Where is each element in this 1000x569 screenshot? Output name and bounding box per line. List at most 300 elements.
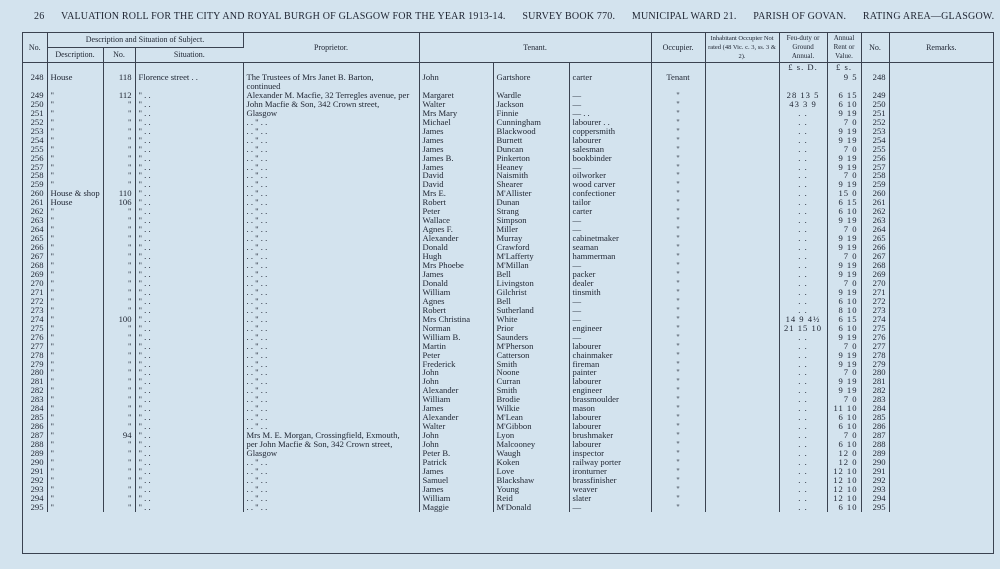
row-occupation: brassmoulder [569,395,651,404]
row-remarks [889,198,993,207]
row-rent: 7 0 [827,252,861,261]
row-occupation: carter [569,73,651,82]
row-occupation: — [569,216,651,225]
row-num: " [103,297,135,306]
table-row [23,368,993,377]
row-situation: " . . [135,288,243,297]
row-rent: 6 10 [827,503,861,512]
row-tenant-first: Donald [419,279,493,288]
row-remarks [889,261,993,270]
valuation-table [23,33,993,512]
row-occupation: — [569,261,651,270]
row-tenant-surname: Shearer [493,180,569,189]
row-situation: " . . [135,377,243,386]
row-no: 254 [23,136,47,145]
row-no: 265 [23,234,47,243]
row-feu: . . [779,342,827,351]
row-situation: " . . [135,440,243,449]
row-description: " [47,503,103,512]
table-row [23,440,993,449]
row-no2: 284 [861,404,889,413]
row-occupation: labourer [569,422,651,431]
row-remarks [889,82,993,91]
row-occupier: " [651,306,705,315]
row-proprietor: . . " . . [243,207,419,216]
row-no2: 269 [861,270,889,279]
row-no: 260 [23,189,47,198]
row-tenant-first: Donald [419,243,493,252]
row-inhabitant [705,100,779,109]
row-feu: . . [779,252,827,261]
row-proprietor: . . " . . [243,171,419,180]
row-feu: . . [779,136,827,145]
row-occupation: railway porter [569,458,651,467]
row-description: " [47,279,103,288]
row-description: House [47,73,103,82]
row-description: " [47,395,103,404]
row-remarks [889,189,993,198]
row-occupier: " [651,315,705,324]
row-occupation: bookbinder [569,154,651,163]
row-feu: . . [779,503,827,512]
row-no2: 290 [861,458,889,467]
row-no: 269 [23,270,47,279]
row-rent: 9 19 [827,333,861,342]
row-feu: . . [779,368,827,377]
row-situation: " . . [135,467,243,476]
row-tenant-first: Alexander [419,386,493,395]
row-num: " [103,440,135,449]
col-proprietor: Proprietor. [243,33,419,63]
row-tenant-first: John [419,368,493,377]
row-occupation: labourer . . [569,118,651,127]
row-situation: " . . [135,180,243,189]
row-tenant-surname: Lyon [493,431,569,440]
row-proprietor: . . " . . [243,476,419,485]
row-feu: 21 15 10 [779,324,827,333]
row-remarks [889,324,993,333]
row-num: " [103,494,135,503]
row-description: " [47,243,103,252]
row-num: " [103,288,135,297]
row-tenant-surname: Brodie [493,395,569,404]
parish: PARISH OF GOVAN. [753,11,847,22]
col-remarks: Remarks. [889,33,993,63]
row-no2: 288 [861,440,889,449]
table-row [23,386,993,395]
row-no2: 271 [861,288,889,297]
row-feu: 43 3 9 [779,100,827,109]
row-inhabitant [705,261,779,270]
row-tenant-first: Mrs Christina [419,315,493,324]
row-remarks [889,431,993,440]
row-no2: 268 [861,261,889,270]
row-proprietor: . . " . . [243,404,419,413]
row-remarks [889,145,993,154]
row-inhabitant [705,234,779,243]
row-no2: 267 [861,252,889,261]
row-occupation: — [569,306,651,315]
row-inhabitant [705,91,779,100]
row-no: 276 [23,333,47,342]
row-num: " [103,395,135,404]
col-num: No. [103,47,135,62]
row-description: " [47,467,103,476]
row-remarks [889,422,993,431]
row-occupier: " [651,404,705,413]
row-tenant-surname: Bell [493,270,569,279]
row-no: 285 [23,413,47,422]
row-proprietor: . . " . . [243,368,419,377]
row-description: " [47,413,103,422]
row-no: 281 [23,377,47,386]
table-row [23,163,993,172]
row-proprietor: Glasgow [243,449,419,458]
row-rent: 9 19 [827,377,861,386]
row-rent: 9 19 [827,360,861,369]
row-inhabitant [705,118,779,127]
row-tenant-first: Peter [419,351,493,360]
row-proprietor: . . " . . [243,279,419,288]
row-tenant-surname: M'Lafferty [493,252,569,261]
row-occupier: " [651,198,705,207]
row-remarks [889,342,993,351]
table-row [23,404,993,413]
row-no: 294 [23,494,47,503]
row-no: 261 [23,198,47,207]
row-no2: 279 [861,360,889,369]
row-tenant-first: James B. [419,154,493,163]
row-description: " [47,386,103,395]
row-inhabitant [705,73,779,82]
row-proprietor: . . " . . [243,503,419,512]
row-num: " [103,306,135,315]
row-no: 262 [23,207,47,216]
row-description: " [47,449,103,458]
row-proprietor: . . " . . [243,198,419,207]
row-remarks [889,288,993,297]
row-no: 251 [23,109,47,118]
row-no: 286 [23,422,47,431]
row-remarks [889,180,993,189]
row-feu: . . [779,351,827,360]
table-row [23,109,993,118]
row-tenant-surname: Smith [493,360,569,369]
row-occupier: " [651,154,705,163]
row-description: " [47,494,103,503]
row-tenant-surname: M'Donald [493,503,569,512]
row-num: 106 [103,198,135,207]
row-no: 279 [23,360,47,369]
col-inhabitant: Inhabitant Occupier Not rated (48 Vic. c. 3, ss. 3 & 2). [705,33,779,63]
row-proprietor: . . " . . [243,333,419,342]
table-row [23,395,993,404]
row-situation: " . . [135,342,243,351]
row-inhabitant [705,297,779,306]
row-inhabitant [705,342,779,351]
row-no2: 257 [861,163,889,172]
row-situation: " . . [135,216,243,225]
row-remarks [889,485,993,494]
row-occupier: " [651,503,705,512]
row-occupation: — [569,297,651,306]
row-no: 278 [23,351,47,360]
row-occupation: tailor [569,198,651,207]
row-rent: 9 19 [827,386,861,395]
row-tenant-first: John [419,377,493,386]
row-tenant-surname: Strang [493,207,569,216]
row-rent: 11 10 [827,404,861,413]
row-rent: 9 19 [827,243,861,252]
row-remarks [889,306,993,315]
table-row [23,270,993,279]
row-feu: . . [779,234,827,243]
row-tenant-surname: Jackson [493,100,569,109]
row-feu: . . [779,198,827,207]
row-proprietor: . . " . . [243,136,419,145]
row-proprietor: John Macfie & Son, 342 Crown street, [243,100,419,109]
row-tenant-surname: Dunan [493,198,569,207]
row-tenant-surname: Crawford [493,243,569,252]
row-remarks [889,163,993,172]
row-situation: " . . [135,449,243,458]
row-tenant-first: John [419,73,493,82]
row-num: " [103,243,135,252]
row-num: " [103,377,135,386]
rent-units: £ s. [827,63,861,74]
row-situation: " . . [135,422,243,431]
row-proprietor: . . " . . [243,467,419,476]
row-inhabitant [705,368,779,377]
row-occupation: fireman [569,360,651,369]
row-occupier: " [651,180,705,189]
row-situation: " . . [135,91,243,100]
row-occupier: " [651,467,705,476]
row-inhabitant [705,207,779,216]
row-tenant-surname: Burnett [493,136,569,145]
row-inhabitant [705,136,779,145]
row-proprietor: . . " . . [243,395,419,404]
row-remarks [889,467,993,476]
table-row [23,342,993,351]
row-situation: " . . [135,368,243,377]
row-inhabitant [705,145,779,154]
row-feu: . . [779,440,827,449]
row-feu: . . [779,333,827,342]
row-proprietor: . . " . . [243,458,419,467]
row-occupier: " [651,288,705,297]
row-tenant-surname: Naismith [493,171,569,180]
row-num: 112 [103,91,135,100]
row-situation: Florence street . . [135,73,243,82]
row-occupation: painter [569,368,651,377]
row-occupier: " [651,279,705,288]
row-num: " [103,413,135,422]
row-tenant-surname: Koken [493,458,569,467]
table-row [23,476,993,485]
row-occupation: tinsmith [569,288,651,297]
row-tenant-surname: Young [493,485,569,494]
row-proprietor: . . " . . [243,163,419,172]
row-proprietor: . . " . . [243,315,419,324]
row-situation: " . . [135,270,243,279]
row-occupation: — [569,315,651,324]
row-inhabitant [705,395,779,404]
row-occupier: " [651,324,705,333]
table-row [23,91,993,100]
row-tenant-surname: Miller [493,225,569,234]
row-num: " [103,404,135,413]
row-num: " [103,351,135,360]
row-occupier: " [651,145,705,154]
row-proprietor: . . " . . [243,261,419,270]
row-feu: . . [779,485,827,494]
row-rent: 8 10 [827,306,861,315]
row-num: 118 [103,73,135,82]
row-no2: 285 [861,413,889,422]
roll-body [23,63,993,512]
row-feu [779,73,827,82]
row-occupier: " [651,458,705,467]
row-feu: . . [779,467,827,476]
row-inhabitant [705,494,779,503]
row-tenant-surname: M'Lean [493,413,569,422]
row-inhabitant [705,198,779,207]
row-tenant-first: David [419,180,493,189]
row-num: " [103,145,135,154]
row-feu: . . [779,431,827,440]
row-tenant-surname: Duncan [493,145,569,154]
row-description: " [47,377,103,386]
row-occupation: confectioner [569,189,651,198]
row-occupier: " [651,136,705,145]
row-description: " [47,422,103,431]
row-remarks [889,377,993,386]
row-num: " [103,180,135,189]
row-inhabitant [705,503,779,512]
row-feu: . . [779,395,827,404]
row-no: 284 [23,404,47,413]
row-description: " [47,351,103,360]
row-no: 277 [23,342,47,351]
col-rent: Annual Rent or Value. [827,33,861,63]
row-inhabitant [705,458,779,467]
row-no2: 249 [861,91,889,100]
row-rent: 9 19 [827,216,861,225]
row-feu: . . [779,297,827,306]
row-description: " [47,171,103,180]
table-row [23,154,993,163]
row-occupier: " [651,118,705,127]
row-feu: . . [779,154,827,163]
table-row [23,467,993,476]
row-rent: 9 19 [827,351,861,360]
row-remarks [889,270,993,279]
row-inhabitant [705,467,779,476]
row-num: " [103,171,135,180]
row-tenant-surname: Curran [493,377,569,386]
row-occupation: carter [569,207,651,216]
row-occupation: labourer [569,342,651,351]
row-description: " [47,315,103,324]
row-no2: 258 [861,171,889,180]
row-tenant-surname: Noone [493,368,569,377]
table-row [23,145,993,154]
row-feu: . . [779,127,827,136]
row-description: " [47,225,103,234]
row-occupier: " [651,261,705,270]
row-feu: . . [779,377,827,386]
row-tenant-first: Peter B. [419,449,493,458]
row-situation: " . . [135,360,243,369]
row-remarks [889,458,993,467]
row-tenant-surname: M'Gibbon [493,422,569,431]
row-occupier: " [651,109,705,118]
row-occupation: brushmaker [569,431,651,440]
row-remarks [889,503,993,512]
table-row [23,225,993,234]
row-occupier: " [651,270,705,279]
row-no2: 283 [861,395,889,404]
row-inhabitant [705,163,779,172]
row-tenant-first: Mrs Mary [419,109,493,118]
row-situation: " . . [135,494,243,503]
row-tenant-first: Agnes F. [419,225,493,234]
row-tenant-first: William [419,395,493,404]
row-inhabitant [705,324,779,333]
row-tenant-surname: White [493,315,569,324]
col-no: No. [23,33,47,63]
row-occupier: " [651,485,705,494]
row-description: " [47,127,103,136]
table-row [23,261,993,270]
row-inhabitant [705,360,779,369]
row-num: " [103,234,135,243]
row-description: " [47,261,103,270]
row-tenant-surname: Bell [493,297,569,306]
row-description: " [47,136,103,145]
row-situation: " . . [135,324,243,333]
row-feu: . . [779,180,827,189]
row-num: " [103,333,135,342]
row-feu: . . [779,243,827,252]
row-tenant-surname: Prior [493,324,569,333]
row-no2: 266 [861,243,889,252]
row-description: " [47,109,103,118]
row-situation: " . . [135,207,243,216]
row-proprietor: . . " . . [243,288,419,297]
row-inhabitant [705,225,779,234]
row-rent: 9 19 [827,270,861,279]
col-description: Description. [47,47,103,62]
row-no: 253 [23,127,47,136]
table-row [23,252,993,261]
row-tenant-first [419,82,493,91]
row-feu: . . [779,261,827,270]
row-num: " [103,449,135,458]
row-num: " [103,467,135,476]
row-tenant-first: James [419,136,493,145]
row-rent: 9 19 [827,136,861,145]
row-no: 289 [23,449,47,458]
table-row [23,297,993,306]
row-tenant-first: William [419,288,493,297]
row-occupier: " [651,413,705,422]
row-tenant-first: Hugh [419,252,493,261]
row-inhabitant [705,386,779,395]
row-no: 259 [23,180,47,189]
row-situation: " . . [135,234,243,243]
